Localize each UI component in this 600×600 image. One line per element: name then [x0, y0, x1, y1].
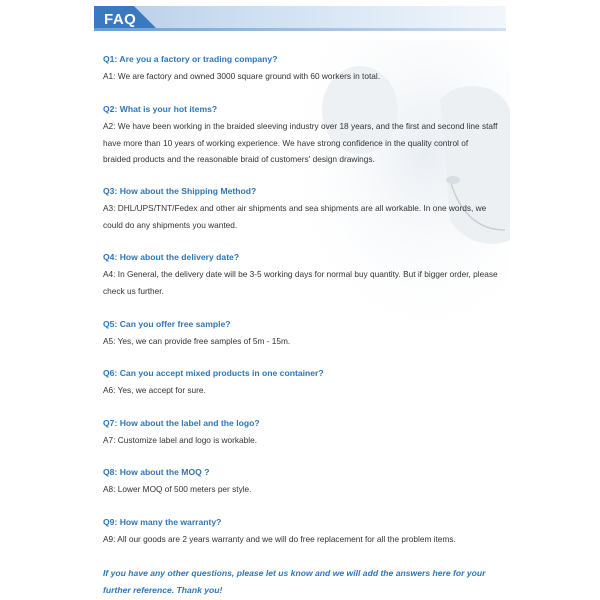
faq-question: Q8: How about the MOQ ? [103, 467, 210, 477]
faq-answer: A4: In General, the delivery date will be 3-5 working days for normal buy quantity. But if bigger order, please check us further. [103, 269, 498, 296]
faq-question: Q7: How about the label and the logo? [103, 418, 260, 428]
faq-question: Q6: Can you accept mixed products in one container? [103, 368, 324, 378]
faq-item-q2 [103, 103, 498, 168]
closing-note: If you have any other questions, please let us know and we will add the answers here for your further reference. Thank you! [103, 568, 486, 595]
faq-item-q7 [103, 417, 498, 449]
faq-item-q9 [103, 516, 498, 548]
faq-question: Q9: How many the warranty? [103, 517, 222, 527]
faq-question: Q1: Are you a factory or trading company? [103, 54, 278, 64]
faq-answer: A7: Customize label and logo is workable. [103, 435, 258, 445]
faq-answer: A9: All our goods are 2 years warranty and we will do free replacement for all the problem items. [103, 534, 456, 544]
faq-item-q3 [103, 185, 498, 233]
faq-item-q6 [103, 367, 498, 399]
faq-question: Q3: How about the Shipping Method? [103, 186, 257, 196]
faq-answer: A3: DHL/UPS/TNT/Fedex and other air shipments and sea shipments are all workable. In one words, we could do any shipments you wanted. [103, 203, 487, 230]
faq-item-q1 [103, 53, 380, 85]
faq-question: Q5: Can you offer free sample? [103, 319, 231, 329]
faq-answer: A8: Lower MOQ of 500 meters per style. [103, 484, 252, 494]
header-banner [94, 6, 506, 36]
faq-item-q5 [103, 318, 498, 350]
faq-question: Q2: What is your hot items? [103, 104, 218, 114]
faq-question: Q4: How about the delivery date? [103, 252, 240, 262]
faq-answer: A2: We have been working in the braided sleeving industry over 18 years, and the first and second line staff have more than 10 years of working experience. We have strong confidence in the quality control of braided products and the reasonable braid of customers' design drawings. [103, 121, 498, 164]
faq-answer: A6: Yes, we accept for sure. [103, 385, 206, 395]
faq-answer: A5: Yes, we can provide free samples of 5m - 15m. [103, 336, 291, 346]
faq-answer: A1: We are factory and owned 3000 square ground with 60 workers in total. [103, 71, 381, 81]
faq-item-q4 [103, 251, 498, 299]
faq-header [94, 6, 506, 36]
faq-item-q8 [103, 466, 498, 498]
page-title: FAQ [104, 11, 137, 28]
